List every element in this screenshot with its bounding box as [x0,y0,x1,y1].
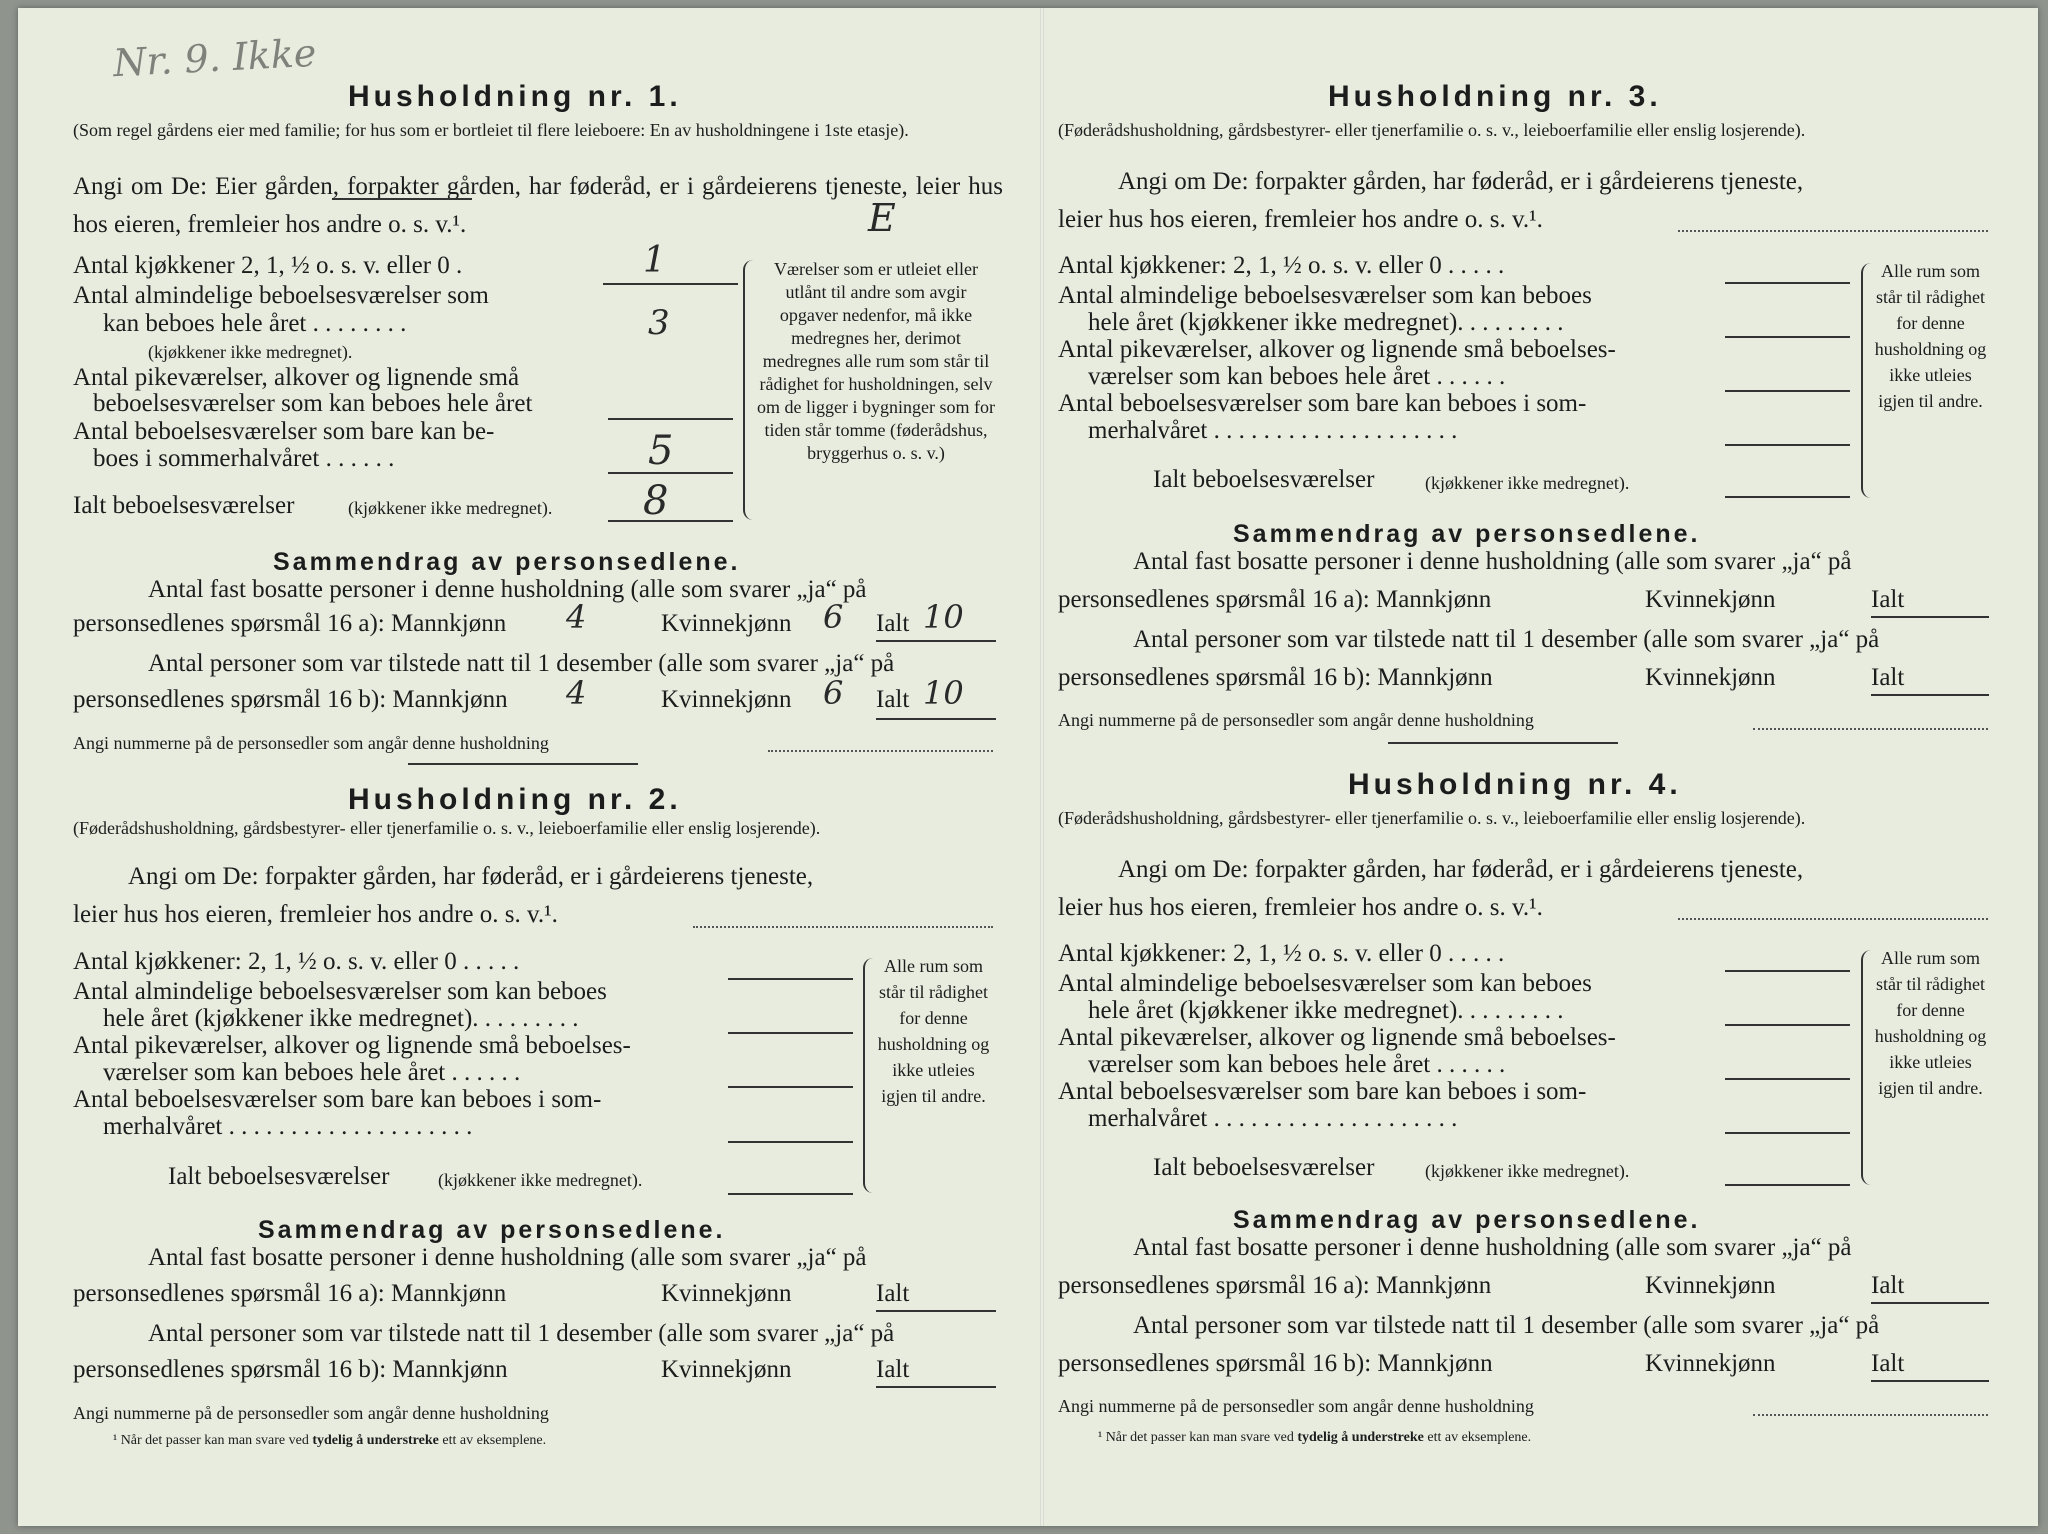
margin-note: Nr. 9. Ikke [111,30,318,86]
household-4-note: (Føderådshusholdning, gårdsbestyrer- eller tjenerfamilie o. s. v., leieboerfamilie eller enslig losjerende). [1058,808,1806,828]
h1-b-female[interactable]: 6 [823,674,844,712]
h2-b-total-line [876,1386,996,1388]
h4-a-line1: Antal fast bosatte personer i denne husholdning (alle som svarer „ja“ på [1133,1234,1852,1261]
h1-total-note: (kjøkkener ikke medregnet). [348,498,553,518]
footnote-left-prefix: ¹ Når det passer kan man svare ved [113,1433,309,1448]
h3-separator [1388,742,1618,744]
h3-summary-heading: Sammendrag av personsedlene. [1233,520,1701,548]
h4-ordinary-line [1725,1024,1850,1026]
h2-a-female-label: Kvinnekjønn [661,1280,792,1307]
household-1-title: Husholdning nr. 1. [348,80,682,113]
h2-total-line [728,1193,853,1195]
h1-b-total-label: Ialt [876,686,910,713]
right-page [1053,8,2048,1526]
h4-total-note: (kjøkkener ikke medregnet). [1425,1161,1630,1181]
footnote-left-suffix: ett av eksemplene. [442,1433,547,1448]
h1-summer-label2: boes i sommerhalvåret . . . . . . [93,445,395,472]
h1-ordinary-note: (kjøkkener ikke medregnet). [148,342,353,362]
h1-a-female-label: Kvinnekjønn [661,610,792,637]
h4-summary-heading: Sammendrag av personsedlene. [1233,1206,1701,1234]
underline-eier [332,198,472,200]
h2-a-line2: personsedlenes spørsmål 16 a): Mannkjønn [73,1280,507,1307]
h2-b-total-label: Ialt [876,1356,910,1383]
h2-small-label1: Antal pikeværelser, alkover og lignende små beboelses- [73,1032,631,1059]
h1-total-label: Ialt beboelsesværelser [73,492,295,519]
h2-kitchens-line [728,978,853,980]
h3-total-line [1725,496,1850,498]
h1-ordinary-label2: kan beboes hele året . . . . . . . . [103,310,407,337]
h1-b-line2: personsedlenes spørsmål 16 b): Mannkjønn [73,686,508,713]
h3-a-total-label: Ialt [1871,586,1905,613]
h3-b-line1: Antal personer som var tilstede natt til 1 desember (alle som svarer „ja“ på [1133,626,1880,653]
household-2-note: (Føderådshusholdning, gårdsbestyrer- eller tjenerfamilie o. s. v., leieboerfamilie eller enslig losjerende). [73,818,821,838]
h3-kitchens-label: Antal kjøkkener: 2, 1, ½ o. s. v. eller 0 . . . . . [1058,252,1505,279]
h4-total-line [1725,1184,1850,1186]
h1-small-label2: beboelsesværelser som kan beboes hele året [93,390,533,417]
h3-brace [1861,263,1871,498]
h1-kitchens-value[interactable]: 1 [643,240,666,281]
h3-a-total-line [1871,616,1989,618]
footnote-right-suffix: ett av eksemplene. [1427,1430,1532,1445]
h1-summary-heading: Sammendrag av personsedlene. [273,548,741,576]
h1-side-note: Værelser som er utleiet eller utlånt til andre som avgir opgaver nedenfor, må ikke medregnes her, derimot medregnes alle rum som står til rådighet for husholdningen, selv om de ligger i bygninger som for tiden står tomme (føderådshus, bryggerhus o. s. v.) [757,259,995,463]
h4-total-label: Ialt beboelsesværelser [1153,1154,1375,1181]
h3-total-label: Ialt beboelsesværelser [1153,466,1375,493]
h3-a-female-label: Kvinnekjønn [1645,586,1776,613]
h4-a-female-label: Kvinnekjønn [1645,1272,1776,1299]
h3-a-line2: personsedlenes spørsmål 16 a): Mannkjønn [1058,586,1492,613]
h4-a-total-label: Ialt [1871,1272,1905,1299]
h4-angi-line1: Angi om De: forpakter gården, har føderåd, er i gårdeierens tjeneste, [1118,856,1804,883]
h2-ordinary-label2: hele året (kjøkkener ikke medregnet). . . . . . . . . [103,1005,579,1032]
h1-brace [743,260,753,520]
h4-side-note: Alle rum som står til rådighet for denne husholdning og ikke utleies igjen til andre. [1874,948,1987,1098]
h2-summer-label1: Antal beboelsesværelser som bare kan beboes i som- [73,1086,602,1113]
h1-summer-line [608,472,733,474]
h4-summer-label2: merhalvåret . . . . . . . . . . . . . . . . . . . . [1088,1105,1458,1132]
h2-total-note: (kjøkkener ikke medregnet). [438,1170,643,1190]
h2-summary-heading: Sammendrag av personsedlene. [258,1216,726,1244]
h3-small-line [1725,390,1850,392]
h3-b-total-line [1871,694,1989,696]
h3-angi-line [1678,230,1988,232]
footnote-right [1098,1430,1531,1446]
h1-total-line [608,520,733,522]
h1-numbers-line [768,750,993,752]
h1-summer-label1: Antal beboelsesværelser som bare kan be- [73,418,495,445]
h3-numbers-label: Angi nummerne på de personsedler som angår denne husholdning [1058,710,1534,730]
h3-numbers-line [1753,728,1988,730]
h4-a-total-line [1871,1302,1989,1304]
h4-kitchens-line [1725,970,1850,972]
h2-a-total-line [876,1310,996,1312]
h1-b-line1: Antal personer som var tilstede natt til 1 desember (alle som svarer „ja“ på [148,650,895,677]
h2-a-total-label: Ialt [876,1280,910,1307]
h3-summer-line [1725,444,1850,446]
h4-b-total-label: Ialt [1871,1350,1905,1377]
h4-numbers-label: Angi nummerne på de personsedler som angår denne husholdning [1058,1396,1534,1416]
h3-small-label2: værelser som kan beboes hele året . . . . . . [1088,363,1506,390]
h2-brace [863,958,873,1193]
left-page [18,8,1018,1526]
h3-side-note: Alle rum som står til rådighet for denne husholdning og ikke utleies igjen til andre. [1874,261,1987,411]
h4-b-female-label: Kvinnekjønn [1645,1350,1776,1377]
h1-total-value[interactable]: 8 [643,478,669,524]
h4-ordinary-label2: hele året (kjøkkener ikke medregnet). . . . . . . . . [1088,997,1564,1024]
h3-angi-line2: leier hus hos eieren, fremleier hos andre o. s. v.¹. [1058,206,1543,233]
h2-ordinary-line [728,1032,853,1034]
h3-ordinary-label2: hele året (kjøkkener ikke medregnet). . . . . . . . . [1088,309,1564,336]
h1-separator [408,763,638,765]
h3-summer-label1: Antal beboelsesværelser som bare kan beboes i som- [1058,390,1587,417]
h1-small-line [608,418,733,420]
h1-ordinary-value[interactable]: 3 [648,303,670,343]
h1-summer-value[interactable]: 5 [648,428,674,474]
footnote-left [113,1433,546,1449]
h3-kitchens-line [1725,282,1850,284]
h3-ordinary-label1: Antal almindelige beboelsesværelser som kan beboes [1058,282,1592,309]
h2-total-label: Ialt beboelsesværelser [168,1163,390,1190]
h4-small-label2: værelser som kan beboes hele året . . . . . . [1088,1051,1506,1078]
h2-summer-line [728,1141,853,1143]
household-4-title: Husholdning nr. 4. [1348,768,1682,801]
h3-ordinary-line [1725,336,1850,338]
census-sheet [18,8,2038,1526]
h3-total-note: (kjøkkener ikke medregnet). [1425,473,1630,493]
household-3-note: (Føderådshusholdning, gårdsbestyrer- eller tjenerfamilie o. s. v., leieboerfamilie eller enslig losjerende). [1058,120,1806,140]
h3-summer-label2: merhalvåret . . . . . . . . . . . . . . . . . . . . [1088,417,1458,444]
h2-b-line2: personsedlenes spørsmål 16 b): Mannkjønn [73,1356,508,1383]
household-3-title: Husholdning nr. 3. [1328,80,1662,113]
household-1-note: (Som regel gårdens eier med familie; for hus som er bortleiet til flere leieboere: En av husholdningene i 1ste etasje). [73,120,909,140]
h4-angi-line2: leier hus hos eieren, fremleier hos andre o. s. v.¹. [1058,894,1543,921]
h2-angi-line [693,926,993,928]
h3-small-label1: Antal pikeværelser, alkover og lignende små beboelses- [1058,336,1616,363]
h1-small-label1: Antal pikeværelser, alkover og lignende små [73,364,520,391]
h3-b-total-label: Ialt [1871,664,1905,691]
h3-angi-line1: Angi om De: forpakter gården, har føderåd, er i gårdeierens tjeneste, [1118,168,1804,195]
h4-b-line1: Antal personer som var tilstede natt til 1 desember (alle som svarer „ja“ på [1133,1312,1880,1339]
h1-a-line1: Antal fast bosatte personer i denne husholdning (alle som svarer „ja“ på [148,576,867,603]
h1-ordinary-label1: Antal almindelige beboelsesværelser som [73,282,489,309]
h1-a-total[interactable]: 10 [923,598,964,636]
h4-small-label1: Antal pikeværelser, alkover og lignende små beboelses- [1058,1024,1616,1051]
footnote-left-bold: tydelig å understreke [312,1433,439,1448]
h3-b-line2: personsedlenes spørsmål 16 b): Mannkjønn [1058,664,1493,691]
h2-b-female-label: Kvinnekjønn [661,1356,792,1383]
h1-kitchens-label: Antal kjøkkener 2, 1, ½ o. s. v. eller 0 . [73,252,463,279]
h1-b-total[interactable]: 10 [923,674,964,712]
h1-b-male[interactable]: 4 [566,674,587,712]
h3-b-female-label: Kvinnekjønn [1645,664,1776,691]
h4-b-total-line [1871,1380,1989,1382]
h4-a-line2: personsedlenes spørsmål 16 a): Mannkjønn [1058,1272,1492,1299]
page-fold [1040,8,1044,1526]
h4-brace [1861,950,1871,1185]
household-2-title: Husholdning nr. 2. [348,783,682,816]
h4-numbers-line [1753,1414,1988,1416]
h4-angi-line [1678,918,1988,920]
h2-b-line1: Antal personer som var tilstede natt til 1 desember (alle som svarer „ja“ på [148,1320,895,1347]
h4-ordinary-label1: Antal almindelige beboelsesværelser som kan beboes [1058,970,1592,997]
h2-small-label2: værelser som kan beboes hele året . . . . . . [103,1059,521,1086]
h4-summer-line [1725,1132,1850,1134]
h4-kitchens-label: Antal kjøkkener: 2, 1, ½ o. s. v. eller 0 . . . . . [1058,940,1505,967]
footnote-right-prefix: ¹ Når det passer kan man svare ved [1098,1430,1294,1445]
h1-a-total-label: Ialt [876,610,910,637]
h1-a-line2: personsedlenes spørsmål 16 a): Mannkjønn [73,610,507,637]
h1-numbers-label: Angi nummerne på de personsedler som angår denne husholdning [73,733,549,753]
h2-summer-label2: merhalvåret . . . . . . . . . . . . . . . . . . . . [103,1113,473,1140]
h1-a-female[interactable]: 6 [823,598,844,636]
h2-angi-line1: Angi om De: forpakter gården, har føderåd, er i gårdeierens tjeneste, [128,863,814,890]
footnote-right-bold: tydelig å understreke [1297,1430,1424,1445]
h1-b-female-label: Kvinnekjønn [661,686,792,713]
h2-ordinary-label1: Antal almindelige beboelsesværelser som kan beboes [73,978,607,1005]
h2-a-line1: Antal fast bosatte personer i denne husholdning (alle som svarer „ja“ på [148,1244,867,1271]
h4-summer-label1: Antal beboelsesværelser som bare kan beboes i som- [1058,1078,1587,1105]
h1-b-total-line [876,718,996,720]
household-1-angi-answer: E [868,196,896,240]
household-1-angi: Angi om De: Eier gården, forpakter gården, har føderåd, er i gårdeierens tjeneste, leier hus hos eieren, fremleier hos andre o. s. v.¹. [73,173,1003,238]
h1-a-total-line [876,640,996,642]
h4-b-line2: personsedlenes spørsmål 16 b): Mannkjønn [1058,1350,1493,1377]
h2-small-line [728,1086,853,1088]
h3-a-line1: Antal fast bosatte personer i denne husholdning (alle som svarer „ja“ på [1133,548,1852,575]
h4-small-line [1725,1078,1850,1080]
h2-numbers-label: Angi nummerne på de personsedler som angår denne husholdning [73,1403,549,1423]
h1-a-male[interactable]: 4 [566,598,587,636]
h2-kitchens-label: Antal kjøkkener: 2, 1, ½ o. s. v. eller 0 . . . . . [73,948,520,975]
h2-angi-line2: leier hus hos eieren, fremleier hos andre o. s. v.¹. [73,901,558,928]
h1-kitchens-line [603,283,738,285]
h2-side-note: Alle rum som står til rådighet for denne husholdning og ikke utleies igjen til andre. [877,956,990,1106]
